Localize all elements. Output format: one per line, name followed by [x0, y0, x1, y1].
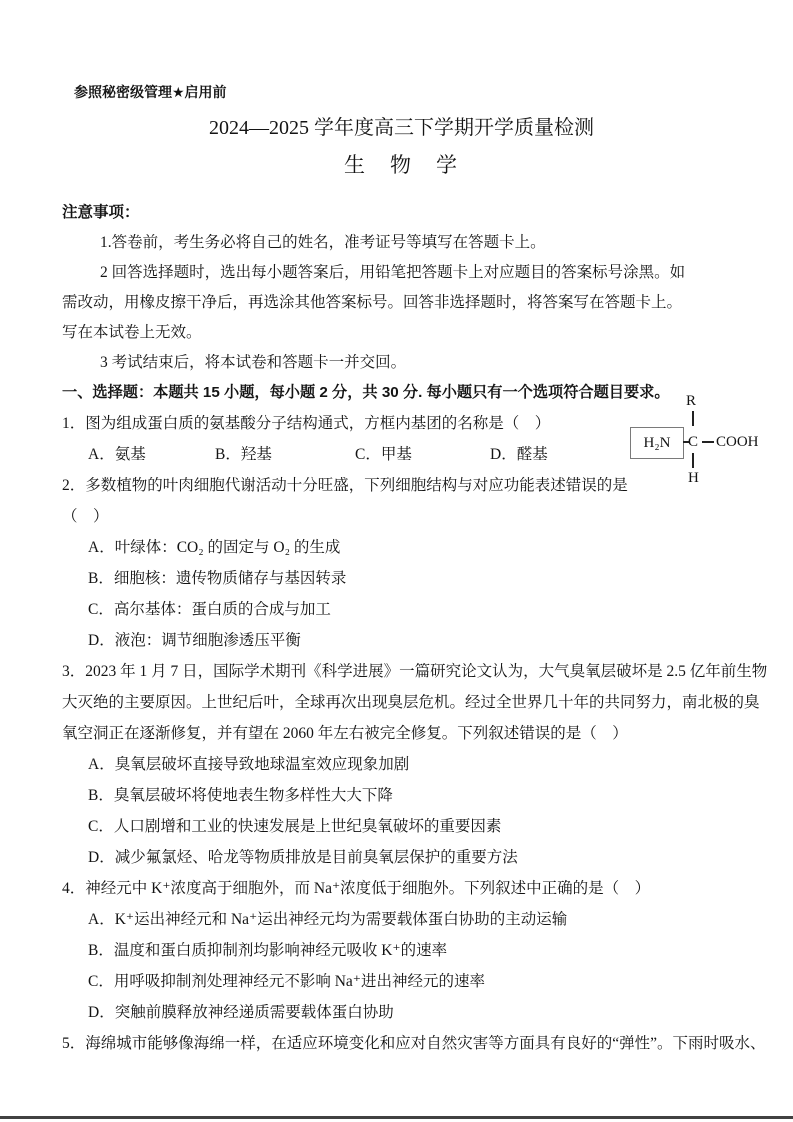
q1-option-a: A．氨基 [88, 446, 146, 463]
hydrogen-label: H [688, 470, 699, 486]
q2-option-b: B．细胞核：遗传物质储存与基因转录 [88, 570, 347, 587]
section-heading: 一、选择题：本题共 15 小题，每小题 2 分，共 30 分. 每小题只有一个选项符合题目要求。 [62, 384, 670, 401]
q3-stem-line-2: 大灭绝的主要原因。上世纪后叶，全球再次出现臭层危机。经过全世界几十年的共同努力，南北极的臭 [62, 694, 760, 711]
bond-carbon-hydrogen [692, 453, 694, 468]
classification-label: 参照秘密级管理★启用前 [74, 84, 227, 100]
bond-carbon-carboxyl [702, 441, 714, 443]
question-3 [62, 656, 768, 873]
amine-group-box [630, 427, 684, 459]
q4-stem: 4．神经元中 K⁺浓度高于细胞外，而 Na⁺浓度低于细胞外。下列叙述中正确的是（ ） [62, 880, 651, 897]
notice-item-2-line-3: 写在本试卷上无效。 [62, 324, 202, 341]
q4-option-a: A．K⁺运出神经元和 Na⁺运出神经元均为需要载体蛋白协助的主动运输 [88, 911, 568, 928]
carboxyl-group-label: COOH [716, 434, 759, 450]
q4-option-c: C．用呼吸抑制剂处理神经元不影响 Na⁺进出神经元的速率 [88, 973, 485, 990]
q2-option-a: A．叶绿体：CO₂ 的固定与 O₂ 的生成 [88, 539, 341, 556]
q2-stem-line-1: 2．多数植物的叶肉细胞代谢活动十分旺盛，下列细胞结构与对应功能表述错误的是 [62, 477, 628, 494]
notice-heading: 注意事项： [62, 204, 140, 221]
carbon-label: C [688, 434, 699, 450]
q1-option-b: B．羟基 [215, 446, 272, 463]
q4-option-b: B．温度和蛋白质抑制剂均影响神经元吸收 K⁺的速率 [88, 942, 448, 959]
bond-r-carbon [692, 411, 694, 426]
subject-title: 生 物 学 [344, 153, 459, 177]
notice-item-2-line-2: 需改动，用橡皮擦干净后，再选涂其他答案标号。回答非选择题时，将答案写在答题卡上。 [62, 294, 683, 311]
q1-stem: 1．图为组成蛋白质的氨基酸分子结构通式，方框内基团的名称是（ ） [62, 415, 551, 432]
q3-option-b: B．臭氧层破坏将使地表生物多样性大大下降 [88, 787, 393, 804]
notice-item-3: 3 考试结束后，将本试卷和答题卡一并交回。 [100, 354, 407, 371]
notice-item-2-line-1: 2 回答选择题时，选出每小题答案后，用铅笔把答题卡上对应题目的答案标号涂黑。如 [100, 264, 686, 281]
q2-option-c: C．高尔基体：蛋白质的合成与加工 [88, 601, 331, 618]
exam-title: 2024—2025 学年度高三下学期开学质量检测 [209, 117, 594, 139]
question-4 [62, 873, 741, 1028]
page-bottom-border [0, 1116, 793, 1119]
q5-stem: 5．海绵城市能够像海绵一样，在适应环境变化和应对自然灾害等方面具有良好的“弹性”。下雨时吸水、 [62, 1035, 766, 1052]
q4-option-d: D．突触前膜释放神经递质需要载体蛋白协助 [88, 1004, 394, 1021]
r-group-label: R [686, 393, 697, 409]
q3-option-a: A．臭氧层破坏直接导致地球温室效应现象加剧 [88, 756, 410, 773]
q3-option-d: D．减少氟氯烃、哈龙等物质排放是目前臭氧层保护的重要方法 [88, 849, 518, 866]
amine-group-label: H₂N [643, 435, 671, 451]
q1-option-c: C．甲基 [355, 446, 412, 463]
notice-item-1: 1.答卷前，考生务必将自己的姓名，准考证号等填写在答题卡上。 [100, 234, 546, 251]
amino-acid-structure-diagram [630, 394, 770, 499]
q2-stem-line-2: （ ） [62, 508, 109, 525]
q3-stem-line-1: 3．2023 年 1 月 7 日，国际学术期刊《科学进展》一篇研究论文认为，大气臭氧层破坏是 2.5 亿年前生物 [62, 663, 768, 680]
q3-stem-line-3: 氧空洞正在逐渐修复，并有望在 2060 年左右被完全修复。下列叙述错误的是（ ） [62, 725, 628, 742]
question-5 [62, 1028, 766, 1059]
q1-option-d: D．醛基 [490, 446, 548, 463]
q3-option-c: C．人口剧增和工业的快速发展是上世纪臭氧破坏的重要因素 [88, 818, 502, 835]
q2-option-d: D．液泡：调节细胞渗透压平衡 [88, 632, 301, 649]
